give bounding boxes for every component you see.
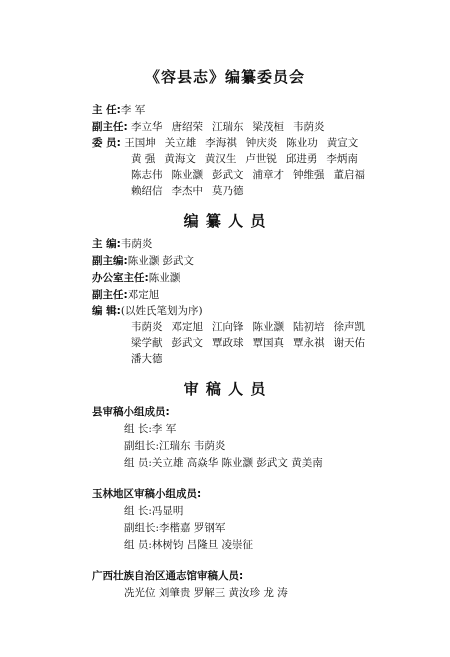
yulin-group-deputy: 副组长:李楷嘉 罗钢军 [124, 522, 226, 534]
name: 赖绍信 [131, 185, 163, 197]
editorial-staff-label: 编 辑: [92, 305, 121, 317]
name: 钟维强 [293, 169, 325, 181]
members-row-3 [131, 169, 374, 182]
deputy-editor-names: 陈业灏 彭武文 [127, 255, 195, 267]
office-deputy-name: 邓定旭 [127, 289, 160, 301]
office-deputy-row [92, 289, 159, 302]
name: 彭武文 [212, 169, 244, 181]
deputy-editor-row [92, 255, 194, 268]
member-names [121, 137, 367, 149]
name: 邓定旭 [171, 321, 203, 333]
editorial-staff-note: (以姓氏笔划为序) [120, 305, 203, 317]
vice-director-names [128, 121, 334, 133]
director-row [92, 104, 145, 117]
county-review-group-title: 县审稿小组成员: [92, 406, 170, 418]
name: 王国坤 [124, 137, 156, 149]
name: 黄海文 [164, 153, 196, 165]
name: 韦荫炎 [293, 121, 325, 133]
chief-editor-label: 主 编: [92, 238, 121, 250]
office-director-label: 办公室主任: [92, 272, 149, 284]
name: 关立雄 [164, 137, 197, 149]
name: 江向锋 [212, 321, 244, 333]
name: 唐绍荣 [171, 121, 204, 133]
name: 卢世锐 [245, 153, 277, 165]
name: 黄 强 [131, 153, 156, 165]
chief-editor-name: 韦荫炎 [120, 238, 153, 250]
name: 李炳南 [326, 153, 358, 165]
name: 覃国真 [252, 337, 284, 349]
office-director-row [92, 272, 180, 285]
name: 董启福 [333, 169, 365, 181]
name: 徐声凯 [333, 321, 365, 333]
editors-title: 编 纂 人 员 [183, 212, 267, 230]
name: 覃政球 [212, 337, 244, 349]
vice-director-label: 副主任: [92, 121, 128, 133]
yulin-group-members: 组 员:林树钧 吕隆旦 凌崇征 [124, 539, 254, 551]
name: 江瑞东 [212, 121, 244, 133]
director-label: 主 任: [92, 104, 121, 116]
county-group-members: 组 员:关立雄 高焱华 陈业灏 彭武文 黄美南 [124, 457, 323, 469]
chief-editor-row [92, 238, 152, 251]
director-name: 李 军 [120, 104, 146, 116]
office-deputy-label: 副主任: [92, 289, 128, 301]
editor-names-row-3 [131, 353, 172, 366]
editorial-staff-row [92, 305, 203, 318]
members-row-1 [92, 137, 367, 150]
name: 李杰中 [171, 185, 203, 197]
name: 梁茂桓 [252, 121, 285, 133]
name: 覃永祺 [293, 337, 325, 349]
yulin-review-group-title: 玉林地区审稿小组成员: [92, 488, 202, 500]
name: 钟庆炎 [245, 137, 278, 149]
committee-title: 《容县志》编纂委员会 [144, 68, 305, 86]
name: 韦荫炎 [131, 321, 163, 333]
name: 潘大德 [131, 353, 163, 365]
vice-director-row [92, 121, 334, 134]
name: 邱进勇 [285, 153, 318, 165]
name: 黄汉生 [204, 153, 237, 165]
office-director-name: 陈业灏 [148, 272, 181, 284]
county-group-deputy: 副组长:江瑞东 韦荫炎 [124, 440, 226, 452]
name: 陈业功 [286, 137, 318, 149]
name: 梁学献 [131, 337, 163, 349]
name: 谢天佑 [333, 337, 365, 349]
name: 陆初培 [293, 321, 325, 333]
name: 彭武文 [171, 337, 203, 349]
editor-names-row-2 [131, 337, 374, 350]
guangxi-reviewers-names: 冼光位 刘肇贵 罗解三 黄汝珍 龙 涛 [124, 587, 288, 599]
yulin-group-leader: 组 长:冯显明 [124, 505, 184, 517]
editor-names-row-1 [131, 321, 374, 334]
name: 陈业灏 [171, 169, 203, 181]
name: 陈业灏 [252, 321, 284, 333]
deputy-editor-label: 副主编: [92, 255, 128, 267]
name: 李海祺 [205, 137, 237, 149]
name: 陈志伟 [131, 169, 163, 181]
members-row-2 [131, 153, 367, 166]
guangxi-reviewers-title: 广西壮族自治区通志馆审稿人员: [92, 570, 244, 582]
members-label: 委 员: [92, 137, 121, 149]
name: 黄宣文 [326, 137, 359, 149]
name: 浦章才 [252, 169, 284, 181]
county-group-leader: 组 长:李 军 [124, 423, 177, 435]
name: 李立华 [131, 121, 163, 133]
reviewers-title: 审 稿 人 员 [183, 380, 267, 398]
members-row-4 [131, 185, 253, 198]
name: 莫乃德 [212, 185, 244, 197]
